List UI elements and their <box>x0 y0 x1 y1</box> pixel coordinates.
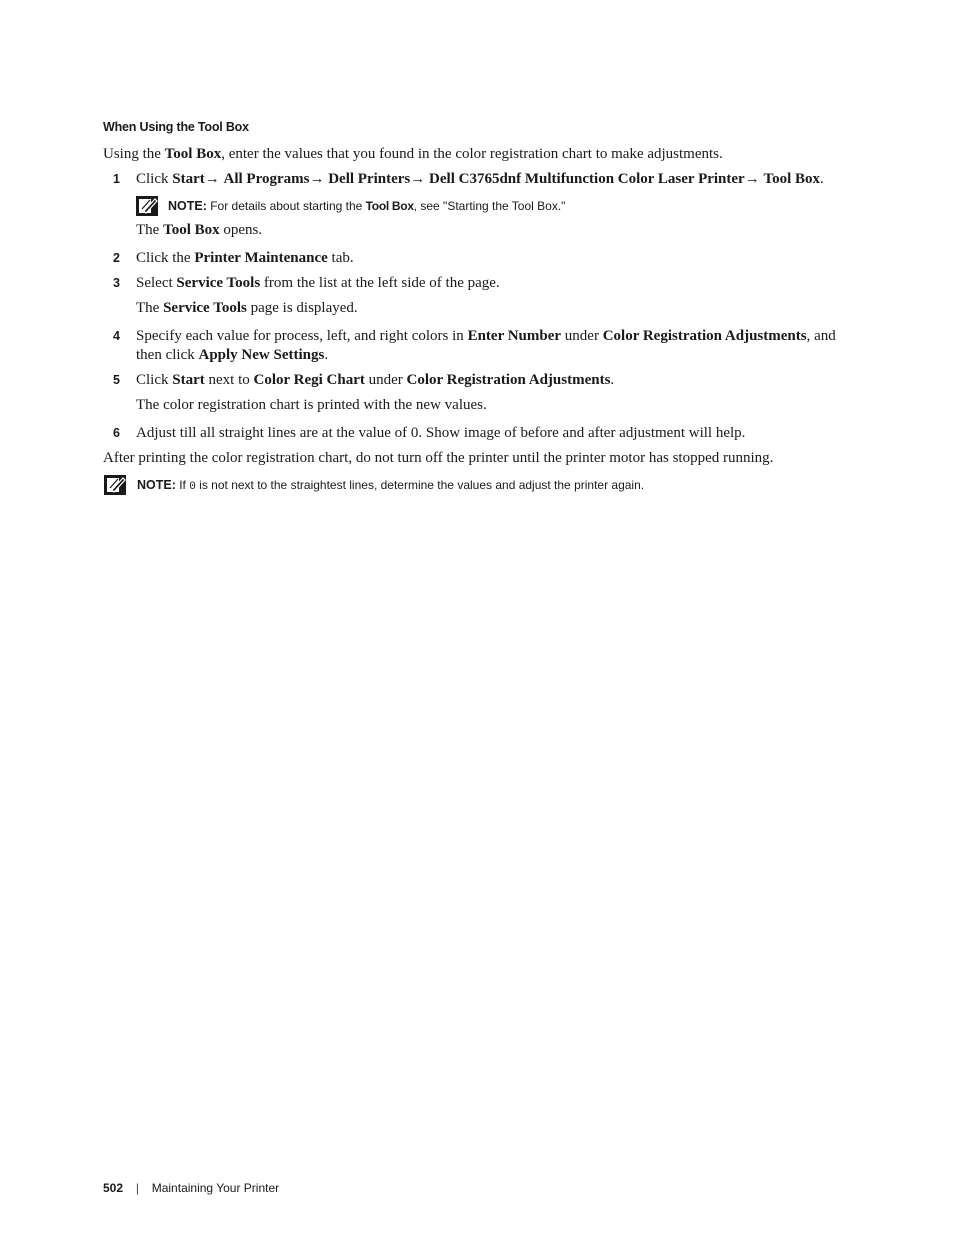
step-6-text: Adjust till all straight lines are at the value of 0. Show image of before and after adjustment will help. <box>136 425 746 441</box>
pencil-note-icon <box>136 196 158 216</box>
step-1-text: Click Start→ All Programs→ Dell Printers→ Dell C3765dnf Multifunction Color Laser Printer→ Tool Box. <box>136 171 824 187</box>
step-number: 6 <box>113 426 120 440</box>
step-3-text: Select Service Tools from the list at the left side of the page. <box>136 275 500 291</box>
step-number: 1 <box>113 172 120 186</box>
step-number: 2 <box>113 251 120 265</box>
step-1-result: The Tool Box opens. <box>136 222 263 238</box>
step-number: 5 <box>113 373 120 387</box>
note-step-1: NOTE: For details about starting the Tool Box, see "Starting the Tool Box." <box>168 199 566 213</box>
step-4-text: Specify each value for process, left, and right colors in Enter Number under Color Registration Adjustments, and then click Apply New Settings. <box>136 328 836 363</box>
step-5-text: Click Start next to Color Regi Chart under Color Registration Adjustments. <box>136 372 615 388</box>
footer-section-title: Maintaining Your Printer <box>151 1181 280 1195</box>
pencil-note-icon <box>104 475 126 495</box>
step-5-result: The color registration chart is printed with the new values. <box>136 397 487 413</box>
section-heading: When Using the Tool Box <box>103 120 249 134</box>
page-footer <box>103 1181 279 1195</box>
intro-paragraph: Using the Tool Box, enter the values that you found in the color registration chart to make adjustments. <box>103 146 723 162</box>
page-number: 502 <box>103 1181 124 1195</box>
final-note: NOTE: If 0 is not next to the straightest lines, determine the values and adjust the printer again. <box>137 478 645 493</box>
step-number: 4 <box>113 329 120 343</box>
step-3-result: The Service Tools page is displayed. <box>136 300 358 316</box>
after-paragraph: After printing the color registration chart, do not turn off the printer until the printer motor has stopped running. <box>103 450 774 466</box>
step-number: 3 <box>113 276 120 290</box>
footer-separator: | <box>135 1181 139 1195</box>
step-2-text: Click the Printer Maintenance tab. <box>136 250 354 266</box>
